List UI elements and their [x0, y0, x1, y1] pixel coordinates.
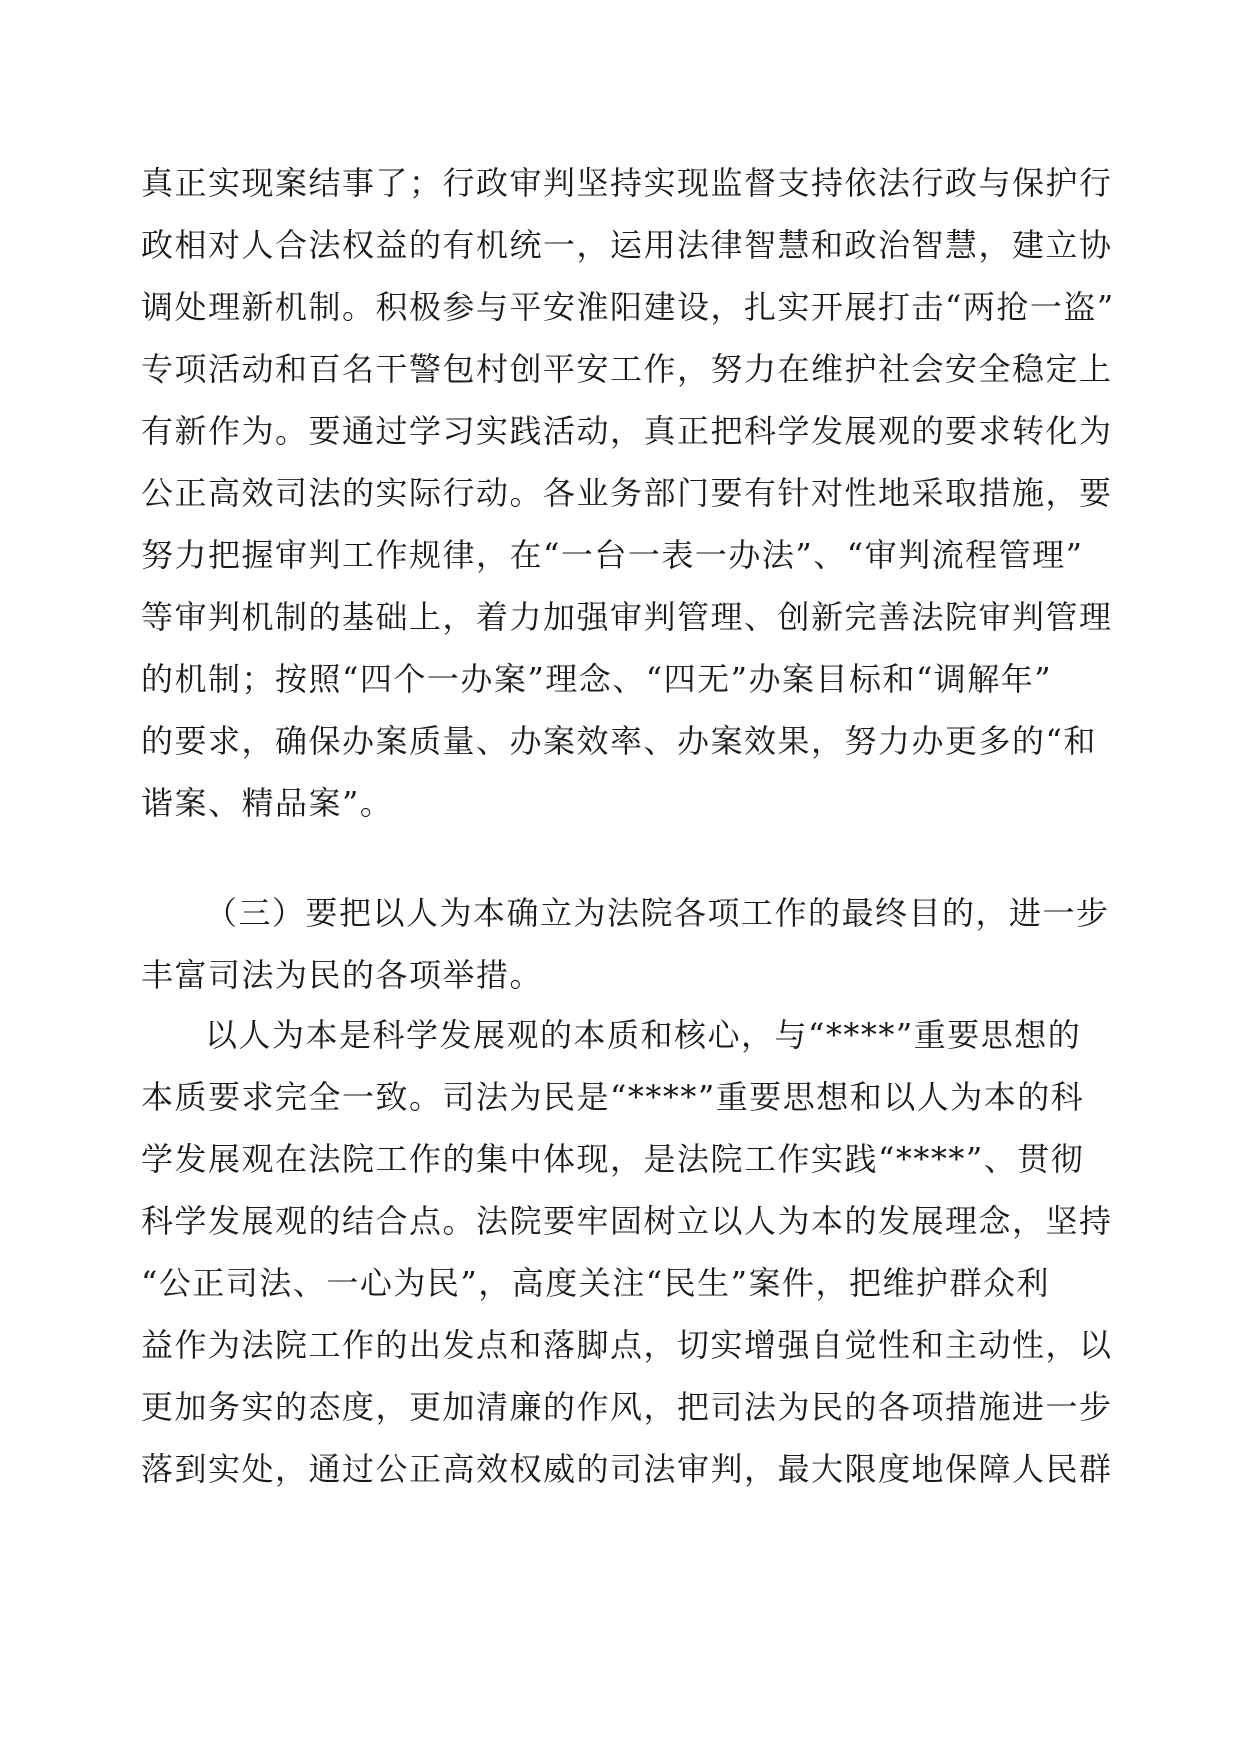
- text-line: （三）要把以人为本确立为法院各项工作的最终目的，进一步: [205, 894, 1110, 932]
- text-line: 有新作为。要通过学习实践活动，真正把科学发展观的要求转化为: [141, 412, 1113, 450]
- text-line: 政相对人合法权益的有机统一，运用法律智慧和政治智慧，建立协: [141, 226, 1113, 264]
- paragraph-body: [141, 1004, 1113, 1500]
- text-line: 公正高效司法的实际行动。各业务部门要有针对性地采取措施，要: [141, 474, 1113, 512]
- paragraph-continued: [141, 152, 1115, 834]
- text-line: 落到实处，通过公正高效权威的司法审判，最大限度地保障人民群: [141, 1450, 1113, 1488]
- text-line: 学发展观在法院工作的集中体现，是法院工作实践“****”、贯彻: [141, 1140, 1085, 1178]
- text-line: “公正司法、一心为民”，高度关注“民生”案件，把维护群众利: [141, 1264, 1050, 1302]
- text-line: 益作为法院工作的出发点和落脚点，切实增强自觉性和主动性，以: [141, 1326, 1113, 1364]
- text-line: 谐案、精品案”。: [141, 784, 394, 822]
- text-line: 科学发展观的结合点。法院要牢固树立以人为本的发展理念，坚持: [141, 1202, 1113, 1240]
- text-line: 努力把握审判工作规律，在“一台一表一办法”、“审判流程管理”: [141, 536, 1084, 574]
- text-line: 的机制；按照“四个一办案”理念、“四无”办案目标和“调解年”: [141, 660, 1053, 698]
- text-line: 本质要求完全一致。司法为民是“****”重要思想和以人为本的科: [141, 1078, 1085, 1116]
- text-line: 更加务实的态度，更加清廉的作风，把司法为民的各项措施进一步: [141, 1388, 1113, 1426]
- text-line: 的要求，确保办案质量、办案效率、办案效果，努力办更多的“和: [141, 722, 1097, 760]
- text-line: 调处理新机制。积极参与平安淮阳建设，扎实开展打击“两抢一盗”: [141, 288, 1115, 326]
- text-line: 以人为本是科学发展观的本质和核心，与“****”重要思想的: [205, 1016, 1082, 1054]
- text-line: 真正实现案结事了；行政审判坚持实现监督支持依法行政与保护行: [141, 164, 1113, 202]
- text-line: 等审判机制的基础上，着力加强审判管理、创新完善法院审判管理: [141, 598, 1113, 636]
- text-line: 丰富司法为民的各项举措。: [141, 956, 544, 994]
- text-line: 专项活动和百名干警包村创平安工作，努力在维护社会安全稳定上: [141, 350, 1113, 388]
- section-heading: [141, 882, 1110, 1006]
